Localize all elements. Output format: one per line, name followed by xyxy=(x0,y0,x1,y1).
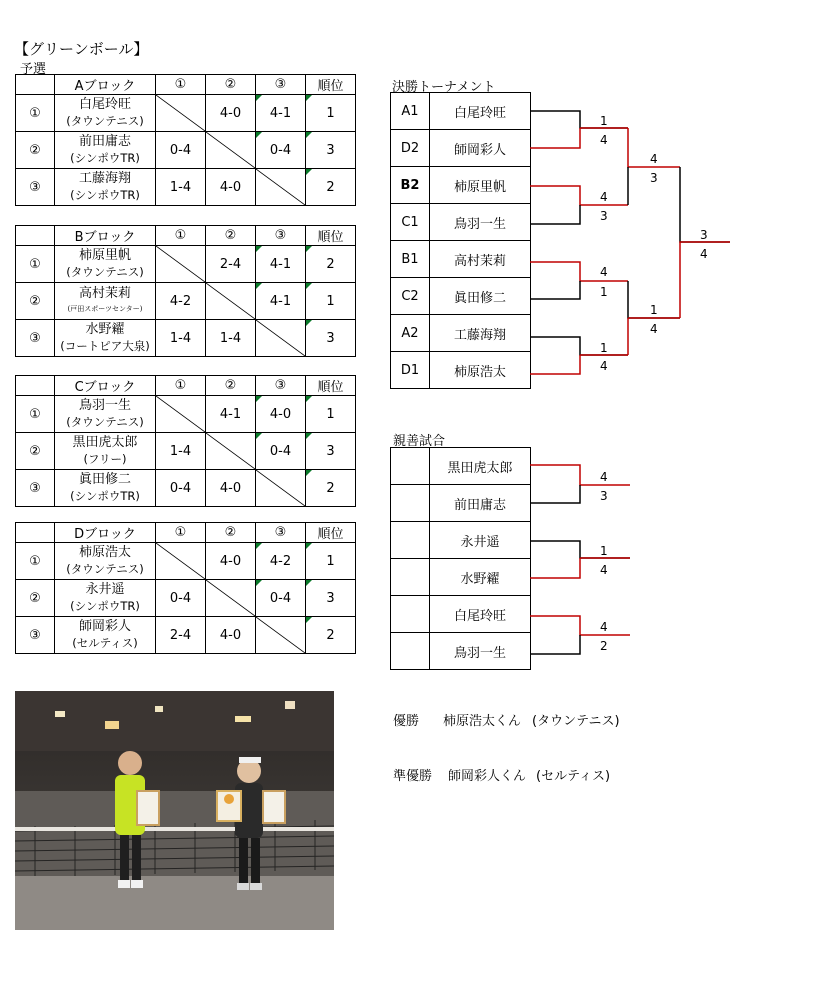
rank-value: 3 xyxy=(326,330,335,346)
player-club: (シンポウTR) xyxy=(70,188,140,202)
column-header: 順位 xyxy=(306,523,356,543)
friendly-score-label: 4 xyxy=(600,563,608,577)
rank-value: 2 xyxy=(326,627,335,643)
block-name: Aブロック xyxy=(55,75,156,95)
score-label: 4 xyxy=(600,190,608,204)
match-score-text: 0-4 xyxy=(269,142,292,158)
column-header: ③ xyxy=(256,75,306,95)
winner-name: 柿原浩太くん xyxy=(443,714,522,729)
entrant-name: 黒田虎太郎 xyxy=(430,448,531,485)
player-number: ③ xyxy=(16,169,55,206)
player-name: 永井遥 xyxy=(85,582,125,597)
match-score: 4-0 xyxy=(206,169,256,206)
column-header: ② xyxy=(206,523,256,543)
match-score: 0-4 xyxy=(156,470,206,507)
player-number: ① xyxy=(16,246,55,283)
player-number: ③ xyxy=(16,617,55,654)
seed-label: D1 xyxy=(391,352,430,389)
player-name: 工藤海翔 xyxy=(78,171,131,186)
bracket-line-win xyxy=(530,128,580,148)
player-name: 柿原里帆 xyxy=(78,248,131,263)
column-header: ① xyxy=(156,523,206,543)
column-header: ③ xyxy=(256,376,306,396)
score-label: 4 xyxy=(700,247,708,261)
player-name: 黒田虎太郎 xyxy=(72,435,138,450)
entrant-name: 師岡彩人 xyxy=(430,130,531,167)
match-score: 1-4 xyxy=(156,169,206,206)
column-header: ② xyxy=(206,376,256,396)
score-label: 4 xyxy=(600,265,608,279)
friendly-line xyxy=(530,485,580,503)
block-name: Bブロック xyxy=(55,226,156,246)
column-header: 順位 xyxy=(306,226,356,246)
column-header: ② xyxy=(206,226,256,246)
rank-value: 2 xyxy=(326,480,335,496)
rank-value: 2 xyxy=(326,256,335,272)
match-score: 0-4 xyxy=(156,132,206,169)
bracket-line xyxy=(530,281,580,299)
entrant-name: 白尾玲旺 xyxy=(430,596,531,633)
seed-label: A2 xyxy=(391,315,430,352)
player-club: (セルティス) xyxy=(72,636,138,650)
entrant-name: 眞田修二 xyxy=(430,278,531,315)
seed-label: D2 xyxy=(391,130,430,167)
match-score-text: 0-4 xyxy=(269,590,292,606)
player-club: (タウンテニス) xyxy=(66,415,144,429)
match-score: 4-0 xyxy=(206,543,256,580)
rank-value: 3 xyxy=(326,443,335,459)
runnerup-name: 師岡彩人くん xyxy=(448,769,527,784)
bracket-line xyxy=(530,205,580,224)
score-label: 1 xyxy=(600,341,608,355)
score-label: 4 xyxy=(600,133,608,147)
score-label: 4 xyxy=(650,322,658,336)
seed-label: C1 xyxy=(391,204,430,241)
player-club: (シンポウTR) xyxy=(70,151,140,165)
match-score-text: 4-1 xyxy=(269,256,292,272)
player-number: ② xyxy=(16,433,55,470)
player-name: 水野糴 xyxy=(85,322,125,337)
player-club: (シンポウTR) xyxy=(70,599,140,613)
column-header: ① xyxy=(156,75,206,95)
rank-value: 1 xyxy=(326,553,335,569)
match-score: 1-4 xyxy=(156,320,206,357)
match-score-text: 4-1 xyxy=(269,293,292,309)
column-header: ② xyxy=(206,75,256,95)
rank-value: 1 xyxy=(326,105,335,121)
friendly-line xyxy=(530,541,630,558)
score-label: 3 xyxy=(650,171,658,185)
score-label: 4 xyxy=(650,152,658,166)
friendly-label: 親善試合 xyxy=(393,434,446,449)
score-label: 3 xyxy=(600,209,608,223)
bracket-line-win xyxy=(530,262,628,281)
score-label: 1 xyxy=(600,285,608,299)
seed-label: B1 xyxy=(391,241,430,278)
friendly-score-label: 4 xyxy=(600,470,608,484)
player-number: ② xyxy=(16,132,55,169)
match-score: 4-1 xyxy=(206,396,256,433)
friendly-line-win xyxy=(530,558,580,578)
block-name: Dブロック xyxy=(55,523,156,543)
match-score: 2-4 xyxy=(156,617,206,654)
player-number: ② xyxy=(16,580,55,617)
score-label: 1 xyxy=(600,114,608,128)
column-header: ③ xyxy=(256,226,306,246)
player-number: ① xyxy=(16,396,55,433)
seed-label: A1 xyxy=(391,93,430,130)
friendly-score-label: 1 xyxy=(600,544,608,558)
player-name: 師岡彩人 xyxy=(78,619,131,634)
column-header: 順位 xyxy=(306,75,356,95)
final-tournament-label: 決勝トーナメント xyxy=(392,80,496,95)
match-score-text: 4-0 xyxy=(269,406,292,422)
match-score: 4-0 xyxy=(206,470,256,507)
score-label: 4 xyxy=(600,359,608,373)
match-score: 4-0 xyxy=(206,617,256,654)
match-score: 4-2 xyxy=(156,283,206,320)
player-number: ③ xyxy=(16,320,55,357)
friendly-score-label: 2 xyxy=(600,639,608,653)
match-score-text: 0-4 xyxy=(269,443,292,459)
player-number: ② xyxy=(16,283,55,320)
player-name: 前田庸志 xyxy=(78,134,131,149)
rank-value: 3 xyxy=(326,590,335,606)
player-name: 柿原浩太 xyxy=(78,545,131,560)
bracket-line xyxy=(530,111,628,128)
match-score: 4-0 xyxy=(206,95,256,132)
entrant-name: 鳥羽一生 xyxy=(430,204,531,241)
entrant-name: 柿原里帆 xyxy=(430,167,531,204)
score-label: 1 xyxy=(650,303,658,317)
player-club: (タウンテニス) xyxy=(66,114,144,128)
rank-value: 3 xyxy=(326,142,335,158)
player-club: (戸田スポーツセンター) xyxy=(67,305,143,313)
seed-label: C2 xyxy=(391,278,430,315)
player-club: (シンポウTR) xyxy=(70,489,140,503)
player-club: (コートピア大泉) xyxy=(60,339,150,353)
runnerup-club: (セルティス) xyxy=(536,769,611,784)
preliminary-label: 予選 xyxy=(20,62,47,77)
player-name: 白尾玲旺 xyxy=(78,97,131,112)
match-score: 2-4 xyxy=(206,246,256,283)
friendly-score-label: 3 xyxy=(600,489,608,503)
player-name: 高村茉莉 xyxy=(78,286,131,301)
player-club: (タウンテニス) xyxy=(66,562,144,576)
entrant-name: 高村茉莉 xyxy=(430,241,531,278)
entrant-name: 永井遥 xyxy=(430,522,531,559)
entrant-name: 柿原浩太 xyxy=(430,352,531,389)
award-photo xyxy=(15,691,334,930)
player-name: 眞田修二 xyxy=(78,472,131,487)
winner-label: 優勝 xyxy=(393,714,420,729)
player-number: ① xyxy=(16,95,55,132)
block-name: Cブロック xyxy=(55,376,156,396)
friendly-score-label: 4 xyxy=(600,620,608,634)
player-club: (タウンテニス) xyxy=(66,265,144,279)
column-header: ① xyxy=(156,226,206,246)
player-number: ① xyxy=(16,543,55,580)
player-number: ③ xyxy=(16,470,55,507)
column-header: ③ xyxy=(256,523,306,543)
match-score-text: 4-1 xyxy=(269,105,292,121)
page-title: 【グリーンボール】 xyxy=(14,40,149,58)
rank-value: 2 xyxy=(326,179,335,195)
match-score: 1-4 xyxy=(206,320,256,357)
player-club: (フリー) xyxy=(83,452,127,466)
match-score: 1-4 xyxy=(156,433,206,470)
entrant-name: 鳥羽一生 xyxy=(430,633,531,670)
friendly-line-win xyxy=(530,616,630,635)
winner-club: (タウンテニス) xyxy=(532,714,620,729)
column-header: ① xyxy=(156,376,206,396)
score-label: 3 xyxy=(700,228,708,242)
rank-value: 1 xyxy=(326,406,335,422)
friendly-line xyxy=(530,635,580,654)
runnerup-label: 準優勝 xyxy=(393,769,433,784)
entrant-name: 工藤海翔 xyxy=(430,315,531,352)
match-score-text: 4-2 xyxy=(269,553,292,569)
rank-value: 1 xyxy=(326,293,335,309)
entrant-name: 水野糴 xyxy=(430,559,531,596)
bracket-line-win xyxy=(530,355,580,374)
friendly-line-win xyxy=(530,465,630,485)
entrant-name: 白尾玲旺 xyxy=(430,93,531,130)
bracket-line-win xyxy=(530,186,628,205)
column-header: 順位 xyxy=(306,376,356,396)
match-score: 0-4 xyxy=(156,580,206,617)
seed-label: B2 xyxy=(391,167,430,204)
entrant-name: 前田庸志 xyxy=(430,485,531,522)
bracket-line xyxy=(530,337,628,355)
player-name: 鳥羽一生 xyxy=(78,398,131,413)
